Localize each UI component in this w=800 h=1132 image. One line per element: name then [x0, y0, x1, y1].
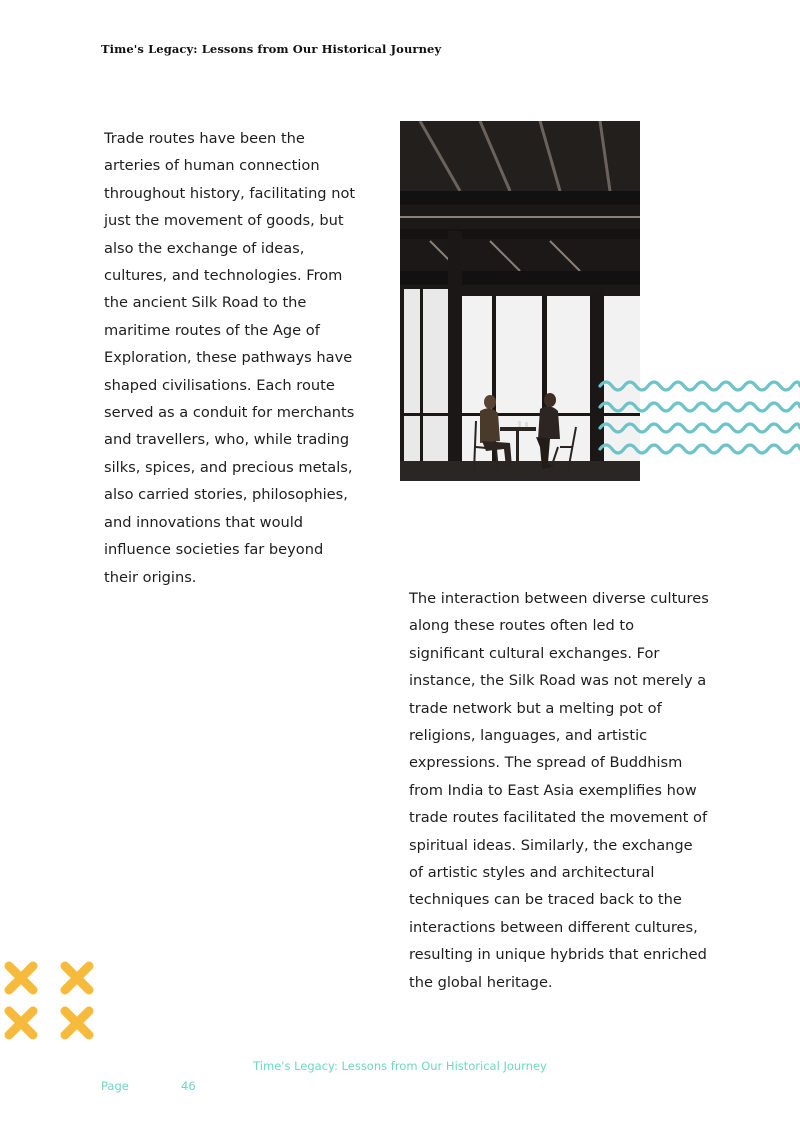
page-label: Page	[101, 1079, 129, 1093]
cross-marks-icon	[0, 958, 100, 1042]
page-number: 46	[181, 1079, 196, 1093]
body-paragraph-2: The interaction between diverse cultures along these routes often led to significant cultural exchanges. For instance, the Silk Road was not merely a trade network but a melting pot of religions, languages, and artistic expressions. The spread of Buddhism from India to East Asia exemplifies how trade routes facilitated the movement of spiritual ideas. Similarly, the exchange of artistic styles and architectural techniques can be traced back to the interactions between different cultures, resulting in unique hybrids that enriched the global heritage.	[409, 590, 709, 991]
body-paragraph-1: Trade routes have been the arteries of human connection throughout history, facilitating not just the movement of goods, but also the exchange of ideas, cultures, and technologies. From the ancient Silk Road to the maritime routes of the Age of Exploration, these pathways have shaped civilisations. Each route served as a conduit for merchants and travellers, who, while trading silks, spices, and precious metals, also carried stories, philosophies, and innovations that would influence societies far beyond their origins.	[104, 130, 356, 586]
wave-lines-icon	[596, 372, 800, 456]
header-title: Time's Legacy: Lessons from Our Historical Journey	[101, 42, 442, 56]
footer-title: Time's Legacy: Lessons from Our Historical Journey	[253, 1059, 547, 1073]
